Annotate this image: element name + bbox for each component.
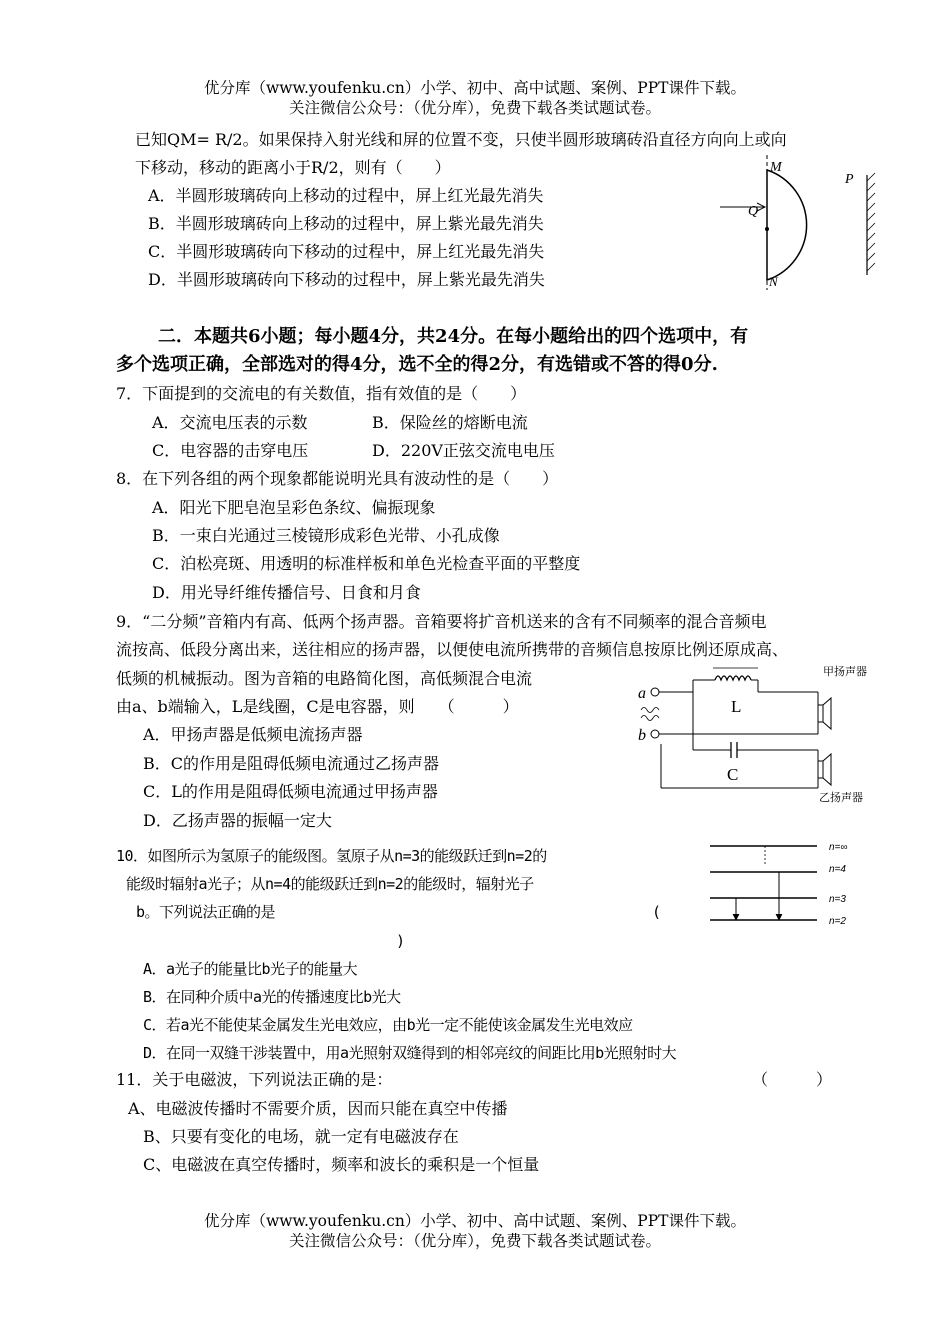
q11-paren: （ ） (752, 1070, 833, 1089)
label-l: L (731, 697, 742, 716)
q6-stem-line-1: 已知QM= R/2。如果保持入射光线和屏的位置不变，只使半圆形玻璃砖沿直径方向向上或向 (135, 130, 787, 149)
q7-stem: 7．下面提到的交流电的有关数值，指有效值的是（ ） (116, 384, 527, 403)
label-q: Q (748, 204, 759, 219)
label-n-infinity: n=∞ (829, 842, 848, 853)
section-2-line-1: 二．本题共6小题；每小题4分，共24分。在每小题给出的四个选项中，有 (158, 326, 749, 347)
label-n: N (769, 274, 778, 289)
q9-stem-line-4: 由a、b端输入，L是线圈，C是电容器，则 （ ） (116, 697, 519, 716)
q8-stem: 8．在下列各组的两个现象都能说明光具有波动性的是（ ） (116, 469, 559, 488)
q11-option-a: A、电磁波传播时不需要介质，因而只能在真空中传播 (128, 1099, 508, 1118)
header-line-2: 关注微信公众号：（优分库），免费下载各类试题试卷。 (288, 99, 661, 117)
label-a: a (638, 685, 646, 702)
label-m: M (770, 160, 782, 175)
q8-option-d: D．用光导纤维传播信号、日食和月食 (152, 583, 421, 602)
header-line-1: 优分库（www.youfenku.cn）小学、初中、高中试题、案例、PPT课件下载。 (203, 79, 747, 97)
q6-stem-line-2: 下移动，移动的距离小于R/2，则有（ ） (135, 158, 451, 177)
q9-stem-line-1: 9．“二分频”音箱内有高、低两个扬声器。音箱要将扩音机送来的含有不同频率的混合音频电 (116, 612, 767, 631)
q6-option-d: D．半圆形玻璃砖向下移动的过程中，屏上紫光最先消失 (148, 270, 545, 289)
q10-paren-close: ) (396, 932, 405, 950)
speaker-2-icon (818, 761, 823, 778)
footer-line-1: 优分库（www.youfenku.cn）小学、初中、高中试题、案例、PPT课件下载。 (203, 1212, 747, 1230)
glass-brick-figure (715, 155, 895, 295)
q8-option-a: A．阳光下肥皂泡呈彩色条纹、偏振现象 (152, 498, 436, 517)
q10-option-d: D．在同一双缝干涉装置中，用a光照射双缝得到的相邻亮纹的间距比用b光照射时大 (143, 1044, 677, 1062)
label-b: b (638, 727, 646, 744)
terminal-b (651, 730, 659, 738)
label-speaker-2: 乙扬声器 (819, 792, 863, 804)
input-signal-icon-2 (641, 716, 659, 721)
speaker-1-icon (818, 705, 823, 722)
label-c: C (727, 765, 739, 784)
q9-stem-line-3: 低频的机械振动。图为音箱的电路简化图，高低频混合电流 (116, 669, 533, 688)
inductor-l-coil (715, 676, 751, 680)
q6-option-a: A．半圆形玻璃砖向上移动的过程中，屏上红光最先消失 (148, 186, 544, 205)
q6-option-c: C．半圆形玻璃砖向下移动的过程中，屏上红光最先消失 (148, 242, 545, 261)
q6-option-b: B．半圆形玻璃砖向上移动的过程中，屏上紫光最先消失 (148, 214, 544, 233)
q7-option-b: B．保险丝的熔断电流 (372, 413, 528, 432)
q10-option-a: A．a光子的能量比b光子的能量大 (143, 960, 358, 978)
q8-option-b: B．一束白光通过三棱镜形成彩色光带、小孔成像 (152, 526, 500, 545)
q9-option-c: C．L的作用是阻碍低频电流通过甲扬声器 (143, 782, 438, 801)
q8-option-c: C．泊松亮斑、用透明的标准样板和单色光检查平面的平整度 (152, 554, 581, 573)
screen-hatching (867, 173, 875, 271)
section-2-line-2: 多个选项正确，全部选对的得4分，选不全的得2分，有选错或不答的得0分. (116, 354, 718, 375)
point-q-dot (765, 227, 769, 231)
q10-stem-line-2: 能级时辐射a光子；从n=4的能级跃迁到n=2的能级时，辐射光子 (126, 875, 534, 893)
q9-option-b: B．C的作用是阻碍低频电流通过乙扬声器 (143, 754, 440, 773)
q10-option-b: B．在同种介质中a光的传播速度比b光大 (143, 988, 401, 1006)
q11-option-b: B、只要有变化的电场，就一定有电磁波存在 (143, 1127, 459, 1146)
q9-stem-line-2: 流按高、低段分离出来，送往相应的扬声器，以便使电流所携带的音频信息按原比例还原成高、 (116, 640, 789, 659)
crossover-circuit-figure (633, 660, 878, 805)
q9-option-a: A．甲扬声器是低频电流扬声器 (143, 725, 363, 744)
q10-stem-line-3: b。下列说法正确的是 (136, 903, 276, 921)
q7-option-d: D．220V正弦交流电电压 (372, 441, 555, 460)
semicircle-brick (767, 170, 807, 280)
q11-option-c: C、电磁波在真空传播时，频率和波长的乘积是一个恒量 (143, 1155, 540, 1174)
label-speaker-1: 甲扬声器 (823, 666, 867, 678)
q10-paren-open: ( (652, 903, 661, 921)
footer-line-2: 关注微信公众号：（优分库），免费下载各类试题试卷。 (288, 1232, 661, 1250)
label-n3: n=3 (829, 894, 846, 905)
q7-option-a: A．交流电压表的示数 (152, 413, 308, 432)
q10-stem-line-1: 10．如图所示为氢原子的能级图。氢原子从n=3的能级跃迁到n=2的 (116, 847, 547, 865)
terminal-a (651, 688, 659, 696)
q7-option-c: C．电容器的击穿电压 (152, 441, 309, 460)
q9-option-d: D．乙扬声器的振幅一定大 (143, 811, 332, 830)
input-signal-icon (641, 708, 659, 713)
label-n2: n=2 (829, 916, 846, 927)
label-p: P (845, 172, 854, 187)
label-n4: n=4 (829, 864, 846, 875)
q11-stem: 11．关于电磁波，下列说法正确的是： (116, 1070, 393, 1089)
energy-level-diagram (705, 836, 875, 931)
q10-option-c: C．若a光不能使某金属发生光电效应，由b光一定不能使该金属发生光电效应 (143, 1016, 633, 1034)
